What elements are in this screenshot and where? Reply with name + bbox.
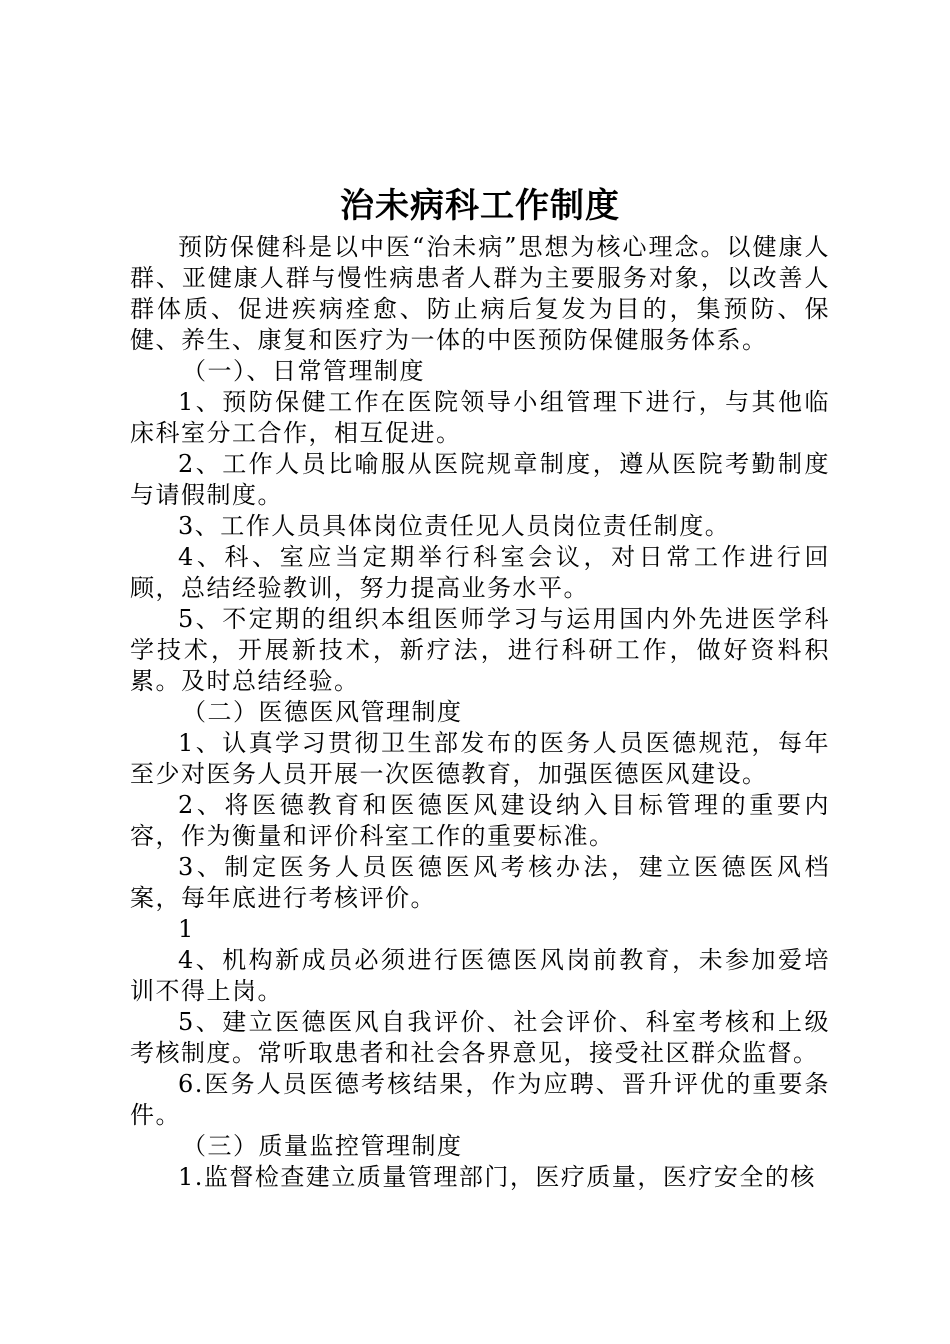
document-body xyxy=(130,232,830,1193)
section-heading-quality-control: （三）质量监控管理制度 xyxy=(182,1132,463,1160)
list-item: 1、预防保健工作在医院领导小组管理下进行，与其他临床科室分工合作，相互促进。 xyxy=(130,388,830,447)
intro-paragraph: 预防保健科是以中医“治未病”思想为核心理念。以健康人群、亚健康人群与慢性病患者人群为主要服务对象，以改善人群体质、促进疾病痊愈、防止病后复发为目的，集预防、保健、养生、康复和医疗为一体的中医预防保健服务体系。 xyxy=(130,233,830,354)
page-number: 1 xyxy=(178,915,195,943)
list-item: 1.监督检查建立质量管理部门，医疗质量，医疗安全的核 xyxy=(178,1163,816,1191)
list-item: 6.医务人员医德考核结果，作为应聘、晋升评优的重要条件。 xyxy=(130,1070,830,1129)
list-item: 3、制定医务人员医德医风考核办法，建立医德医风档案，每年底进行考核评价。 xyxy=(130,853,830,912)
section-heading-ethics-management: （二）医德医风管理制度 xyxy=(182,698,463,726)
section-heading-daily-management: （一）、日常管理制度 xyxy=(182,357,425,385)
list-item: 1、认真学习贯彻卫生部发布的医务人员医德规范，每年至少对医务人员开展一次医德教育，加强医德医风建设。 xyxy=(130,729,830,788)
list-item: 4、科、室应当定期举行科室会议，对日常工作进行回顾，总结经验教训，努力提高业务水平。 xyxy=(130,543,830,602)
list-item: 4、机构新成员必须进行医德医风岗前教育，未参加爱培训不得上岗。 xyxy=(130,946,830,1005)
list-item: 2、工作人员比喻服从医院规章制度，遵从医院考勤制度与请假制度。 xyxy=(130,450,830,509)
list-item: 2、将医德教育和医德医风建设纳入目标管理的重要内容，作为衡量和评价科室工作的重要标准。 xyxy=(130,791,830,850)
list-item: 5、不定期的组织本组医师学习与运用国内外先进医学科学技术，开展新技术，新疗法，进行科研工作，做好资料积累。及时总结经验。 xyxy=(130,605,830,695)
list-item: 5、建立医德医风自我评价、社会评价、科室考核和上级考核制度。常听取患者和社会各界意见，接受社区群众监督。 xyxy=(130,1008,830,1067)
list-item: 3、工作人员具体岗位责任见人员岗位责任制度。 xyxy=(178,512,731,540)
document-title: 治未病科工作制度 xyxy=(340,186,620,226)
